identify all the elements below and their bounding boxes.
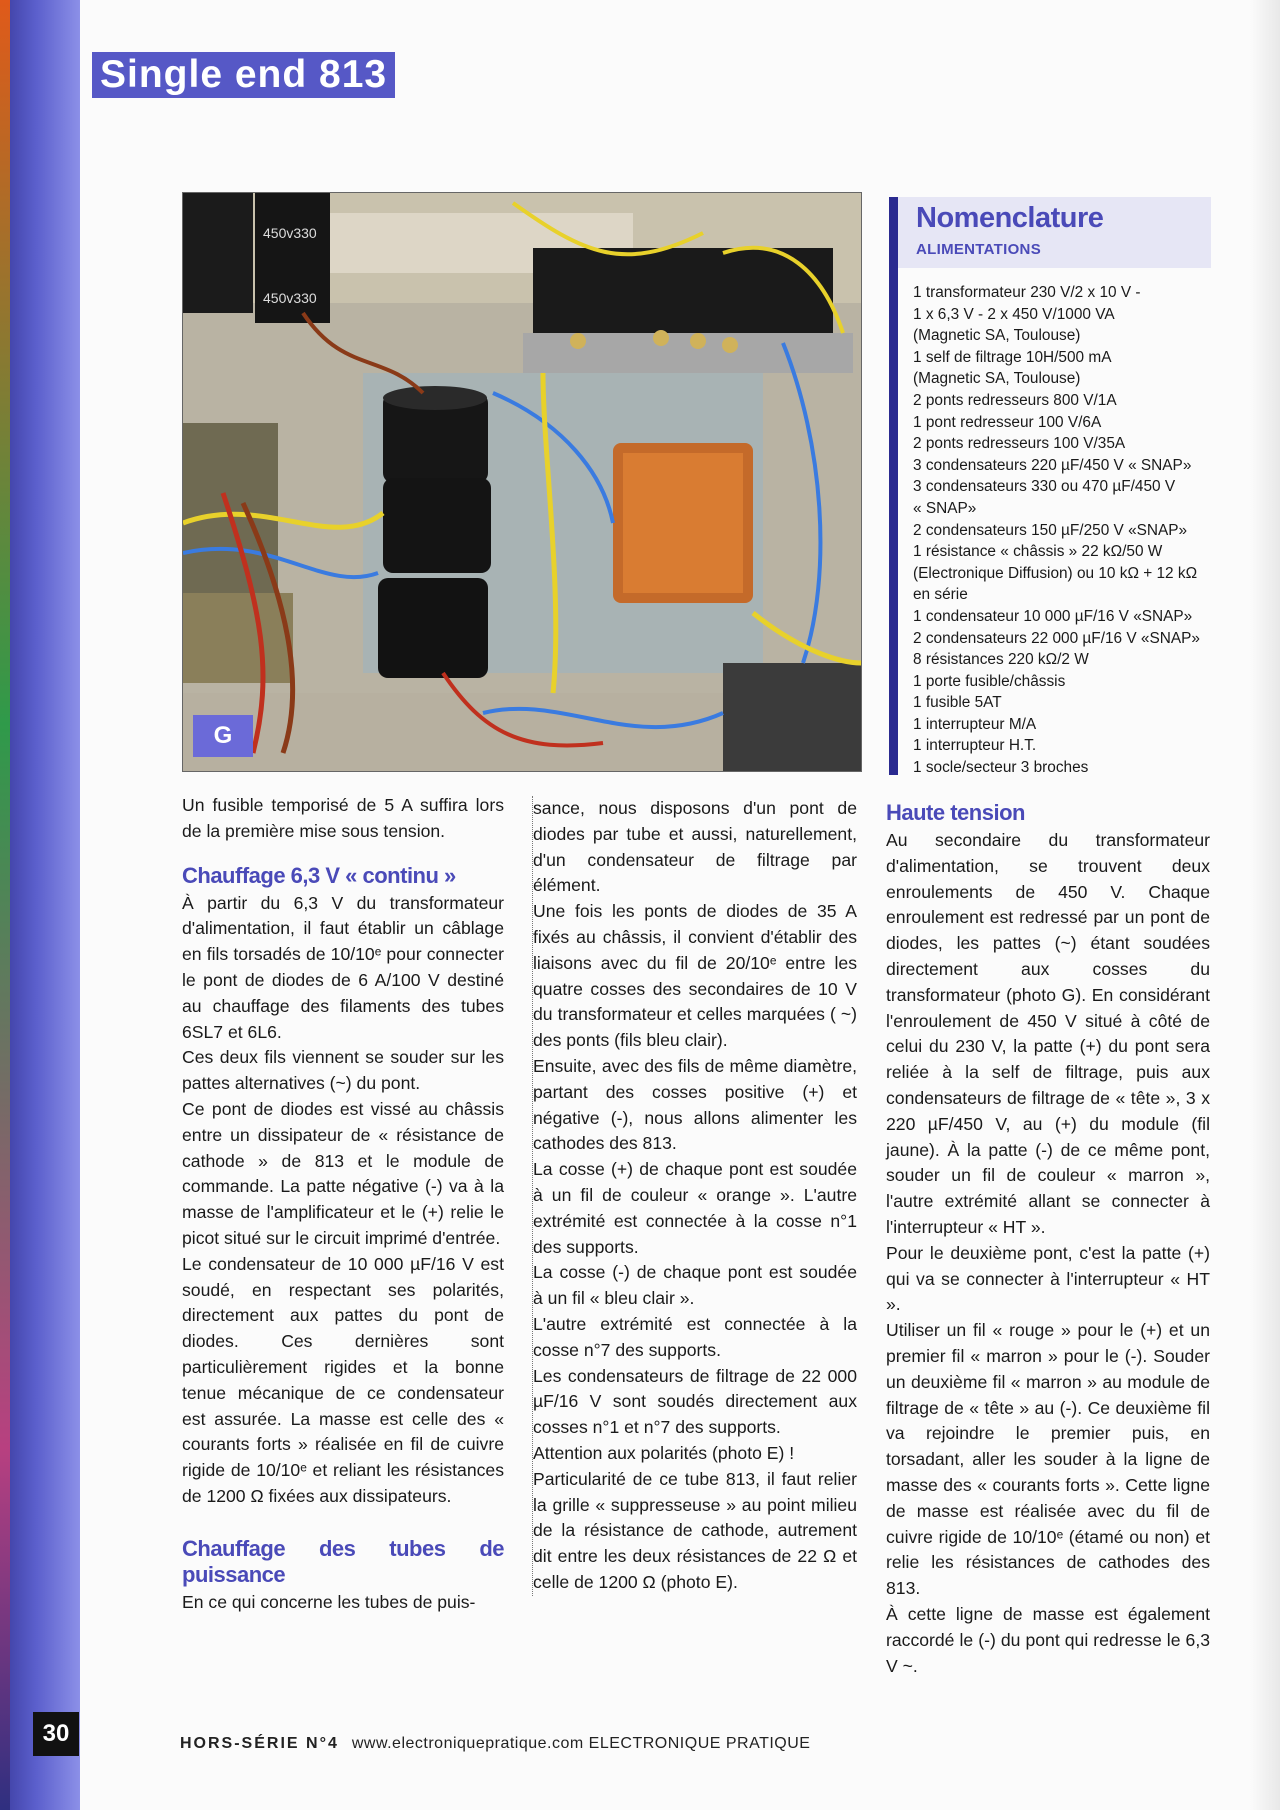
- text-column-2: [532, 796, 857, 1596]
- page-gutter-shadow: [1250, 0, 1280, 1810]
- text-column-3: [886, 800, 1210, 1679]
- nomenclature-item: 1 pont redresseur 100 V/6A: [913, 413, 1102, 431]
- paragraph: Particularité de ce tube 813, il faut relier la grille « suppresseuse » au point milieu de la résistance de cathode, autrement dit entre les deux résistances de 22 Ω et celle de 1200 Ω (photo E).: [533, 1468, 857, 1592]
- paragraph: Au secondaire du transformateur d'alimentation, se trouvent deux enroulements de 450 V. Chaque enroulement est redressé par un pont de diodes, les pattes (~) étant soudées directement aux cosses du transformateur (photo G). En considérant l'enroulement de 450 V situé à côté de celui du 230 V, la patte (+) du pont sera reliée à la self de filtrage, puis aux condensateurs de filtrage de « tête », 3 x 220 µF/450 V, au (+) du module (fil jaune). À la patte (-) de ce même pont, souder un fil de couleur « marron », l'autre extrémité allant se connecter à l'interrupteur « HT ».: [886, 830, 1210, 1237]
- paragraph: En ce qui concerne les tubes de puis-: [182, 1591, 476, 1612]
- footer-magazine: ELECTRONIQUE PRATIQUE: [588, 1735, 811, 1752]
- photo-g: [182, 192, 862, 772]
- nomenclature-box: [889, 197, 1211, 779]
- photo-label-g: G: [193, 715, 253, 757]
- footer-series: HORS-SÉRIE N°4: [180, 1735, 339, 1752]
- paragraph: La cosse (+) de chaque pont est soudée à un fil de couleur « orange ». L'autre extrémité est connectée à la cosse n°1 des supports.: [533, 1159, 857, 1257]
- paragraph: Attention aux polarités (photo E) !: [533, 1442, 795, 1463]
- paragraph: Un fusible temporisé de 5 A suffira lors de la première mise sous tension.: [182, 795, 504, 841]
- nomenclature-list: [913, 282, 1211, 779]
- paragraph: Les condensateurs de filtrage de 22 000 µF/16 V sont soudés directement aux cosses n°1 et n°7 des supports.: [533, 1365, 857, 1438]
- nomenclature-item: 1 interrupteur H.T.: [913, 737, 1037, 755]
- nomenclature-item: 2 condensateurs 150 µF/250 V «SNAP»: [913, 521, 1188, 539]
- text-column-1: [182, 793, 504, 1616]
- nomenclature-item: 1 self de filtrage 10H/500 mA: [913, 348, 1112, 366]
- paragraph: La cosse (-) de chaque pont est soudée à un fil « bleu clair ».: [533, 1262, 857, 1309]
- nomenclature-title: Nomenclature: [916, 202, 1104, 234]
- nomenclature-item: (Magnetic SA, Toulouse): [913, 327, 1081, 345]
- nomenclature-item: « SNAP»: [913, 499, 977, 517]
- footer: [180, 1735, 810, 1753]
- paragraph: Utiliser un fil « rouge » pour le (+) et un premier fil « marron » pour le (-). Souder un deuxième fil « marron » au module de filtrage de « tête » au (-). Ce deuxième fil va rejoindre le premier puis, en torsadant, aller les souder à la ligne de masse des « courants forts ». Cette ligne de masse est réalisée avec du fil de cuivre rigide de 10/10ᵉ (étamé ou non) et relie les résistances de cathodes des 813.: [886, 1320, 1210, 1599]
- nomenclature-section: ALIMENTATIONS: [916, 241, 1041, 258]
- left-edge-stripe: [0, 0, 10, 1810]
- page-number: 30: [33, 1712, 79, 1756]
- paragraph: Ensuite, avec des fils de même diamètre, partant des cosses positive (+) et négative (-), nous allons alimenter les cathodes des 813.: [533, 1055, 857, 1154]
- photo-g-illustration: [183, 193, 861, 771]
- nomenclature-item: 1 résistance « châssis » 22 kΩ/50 W: [913, 543, 1163, 561]
- heading-chauffage-tubes: Chauffage des tubes de puissance: [182, 1535, 504, 1587]
- nomenclature-item: 1 x 6,3 V - 2 x 450 V/1000 VA: [913, 305, 1115, 323]
- nomenclature-item: (Electronique Diffusion) ou 10 kΩ + 12 kΩ: [913, 564, 1198, 582]
- page-title: Single end 813: [92, 52, 395, 98]
- left-color-band: [0, 0, 80, 1810]
- nomenclature-item: 2 ponts redresseurs 100 V/35A: [913, 435, 1126, 453]
- nomenclature-item: en série: [913, 586, 968, 604]
- paragraph: Le condensateur de 10 000 µF/16 V est soudé, en respectant ses polarités, directement aux pattes du pont de diodes. Ces dernières sont particulièrement rigides et la bonne tenue mécanique de ce condensateur est assurée. La masse est celle des « courants forts » réalisée en fil de cuivre rigide de 10/10ᵉ et reliant les résistances de 1200 Ω fixées aux dissipateurs.: [182, 1253, 504, 1506]
- nomenclature-item: 3 condensateurs 330 ou 470 µF/450 V: [913, 478, 1176, 496]
- paragraph: À cette ligne de masse est également raccordé le (-) du pont qui redresse le 6,3 V ~.: [886, 1603, 1210, 1676]
- nomenclature-item: 2 ponts redresseurs 800 V/1A: [913, 391, 1117, 409]
- footer-url: www.electroniquepratique.com: [351, 1735, 584, 1752]
- nomenclature-item: 8 résistances 220 kΩ/2 W: [913, 651, 1089, 669]
- nomenclature-item: 1 socle/secteur 3 broches: [913, 759, 1089, 777]
- heading-chauffage-continu: Chauffage 6,3 V « continu »: [182, 862, 456, 888]
- nomenclature-item: 3 condensateurs 220 µF/450 V « SNAP»: [913, 456, 1192, 474]
- nomenclature-bar: [889, 197, 898, 775]
- nomenclature-item: 2 condensateurs 22 000 µF/16 V «SNAP»: [913, 629, 1200, 647]
- paragraph: sance, nous disposons d'un pont de diodes par tube et aussi, naturellement, d'un condensateur de filtrage par élément.: [533, 798, 857, 896]
- nomenclature-item: 1 fusible 5AT: [913, 694, 1002, 712]
- nomenclature-item: 1 interrupteur M/A: [913, 715, 1037, 733]
- paragraph: Ce pont de diodes est vissé au châssis entre un dissipateur de « résistance de cathode » de 813 et le module de commande. La patte négative (-) va à la masse de l'amplificateur et le (+) relie le picot situé sur le circuit imprimé d'entrée.: [182, 1098, 504, 1248]
- paragraph: À partir du 6,3 V du transformateur d'alimentation, il faut établir un câblage en fils torsadés de 10/10ᵉ pour connecter le pont de diodes de 6 A/100 V destiné au chauffage des filaments des tubes 6SL7 et 6L6.: [182, 892, 504, 1042]
- nomenclature-item: 1 porte fusible/châssis: [913, 672, 1066, 690]
- paragraph: Ces deux fils viennent se souder sur les pattes alternatives (~) du pont.: [182, 1047, 504, 1094]
- svg-text:450v330: 450v330: [263, 290, 317, 306]
- nomenclature-item: 1 condensateur 10 000 µF/16 V «SNAP»: [913, 607, 1193, 625]
- nomenclature-header: [898, 197, 1211, 268]
- svg-text:450v330: 450v330: [263, 225, 317, 241]
- paragraph: L'autre extrémité est connectée à la cosse n°7 des supports.: [533, 1313, 857, 1360]
- paragraph: Pour le deuxième pont, c'est la patte (+) qui va se connecter à l'interrupteur « HT ».: [886, 1242, 1210, 1315]
- heading-haute-tension: Haute tension: [886, 800, 1025, 825]
- nomenclature-item: (Magnetic SA, Toulouse): [913, 370, 1081, 388]
- paragraph: Une fois les ponts de diodes de 35 A fixés au châssis, il convient d'établir des liaisons avec du fil de 20/10ᵉ entre les quatre cosses des secondaires de 10 V du transformateur et celles marquées ( ~) des ponts (fils bleu clair).: [533, 901, 857, 1051]
- nomenclature-item: 1 transformateur 230 V/2 x 10 V -: [913, 284, 1141, 301]
